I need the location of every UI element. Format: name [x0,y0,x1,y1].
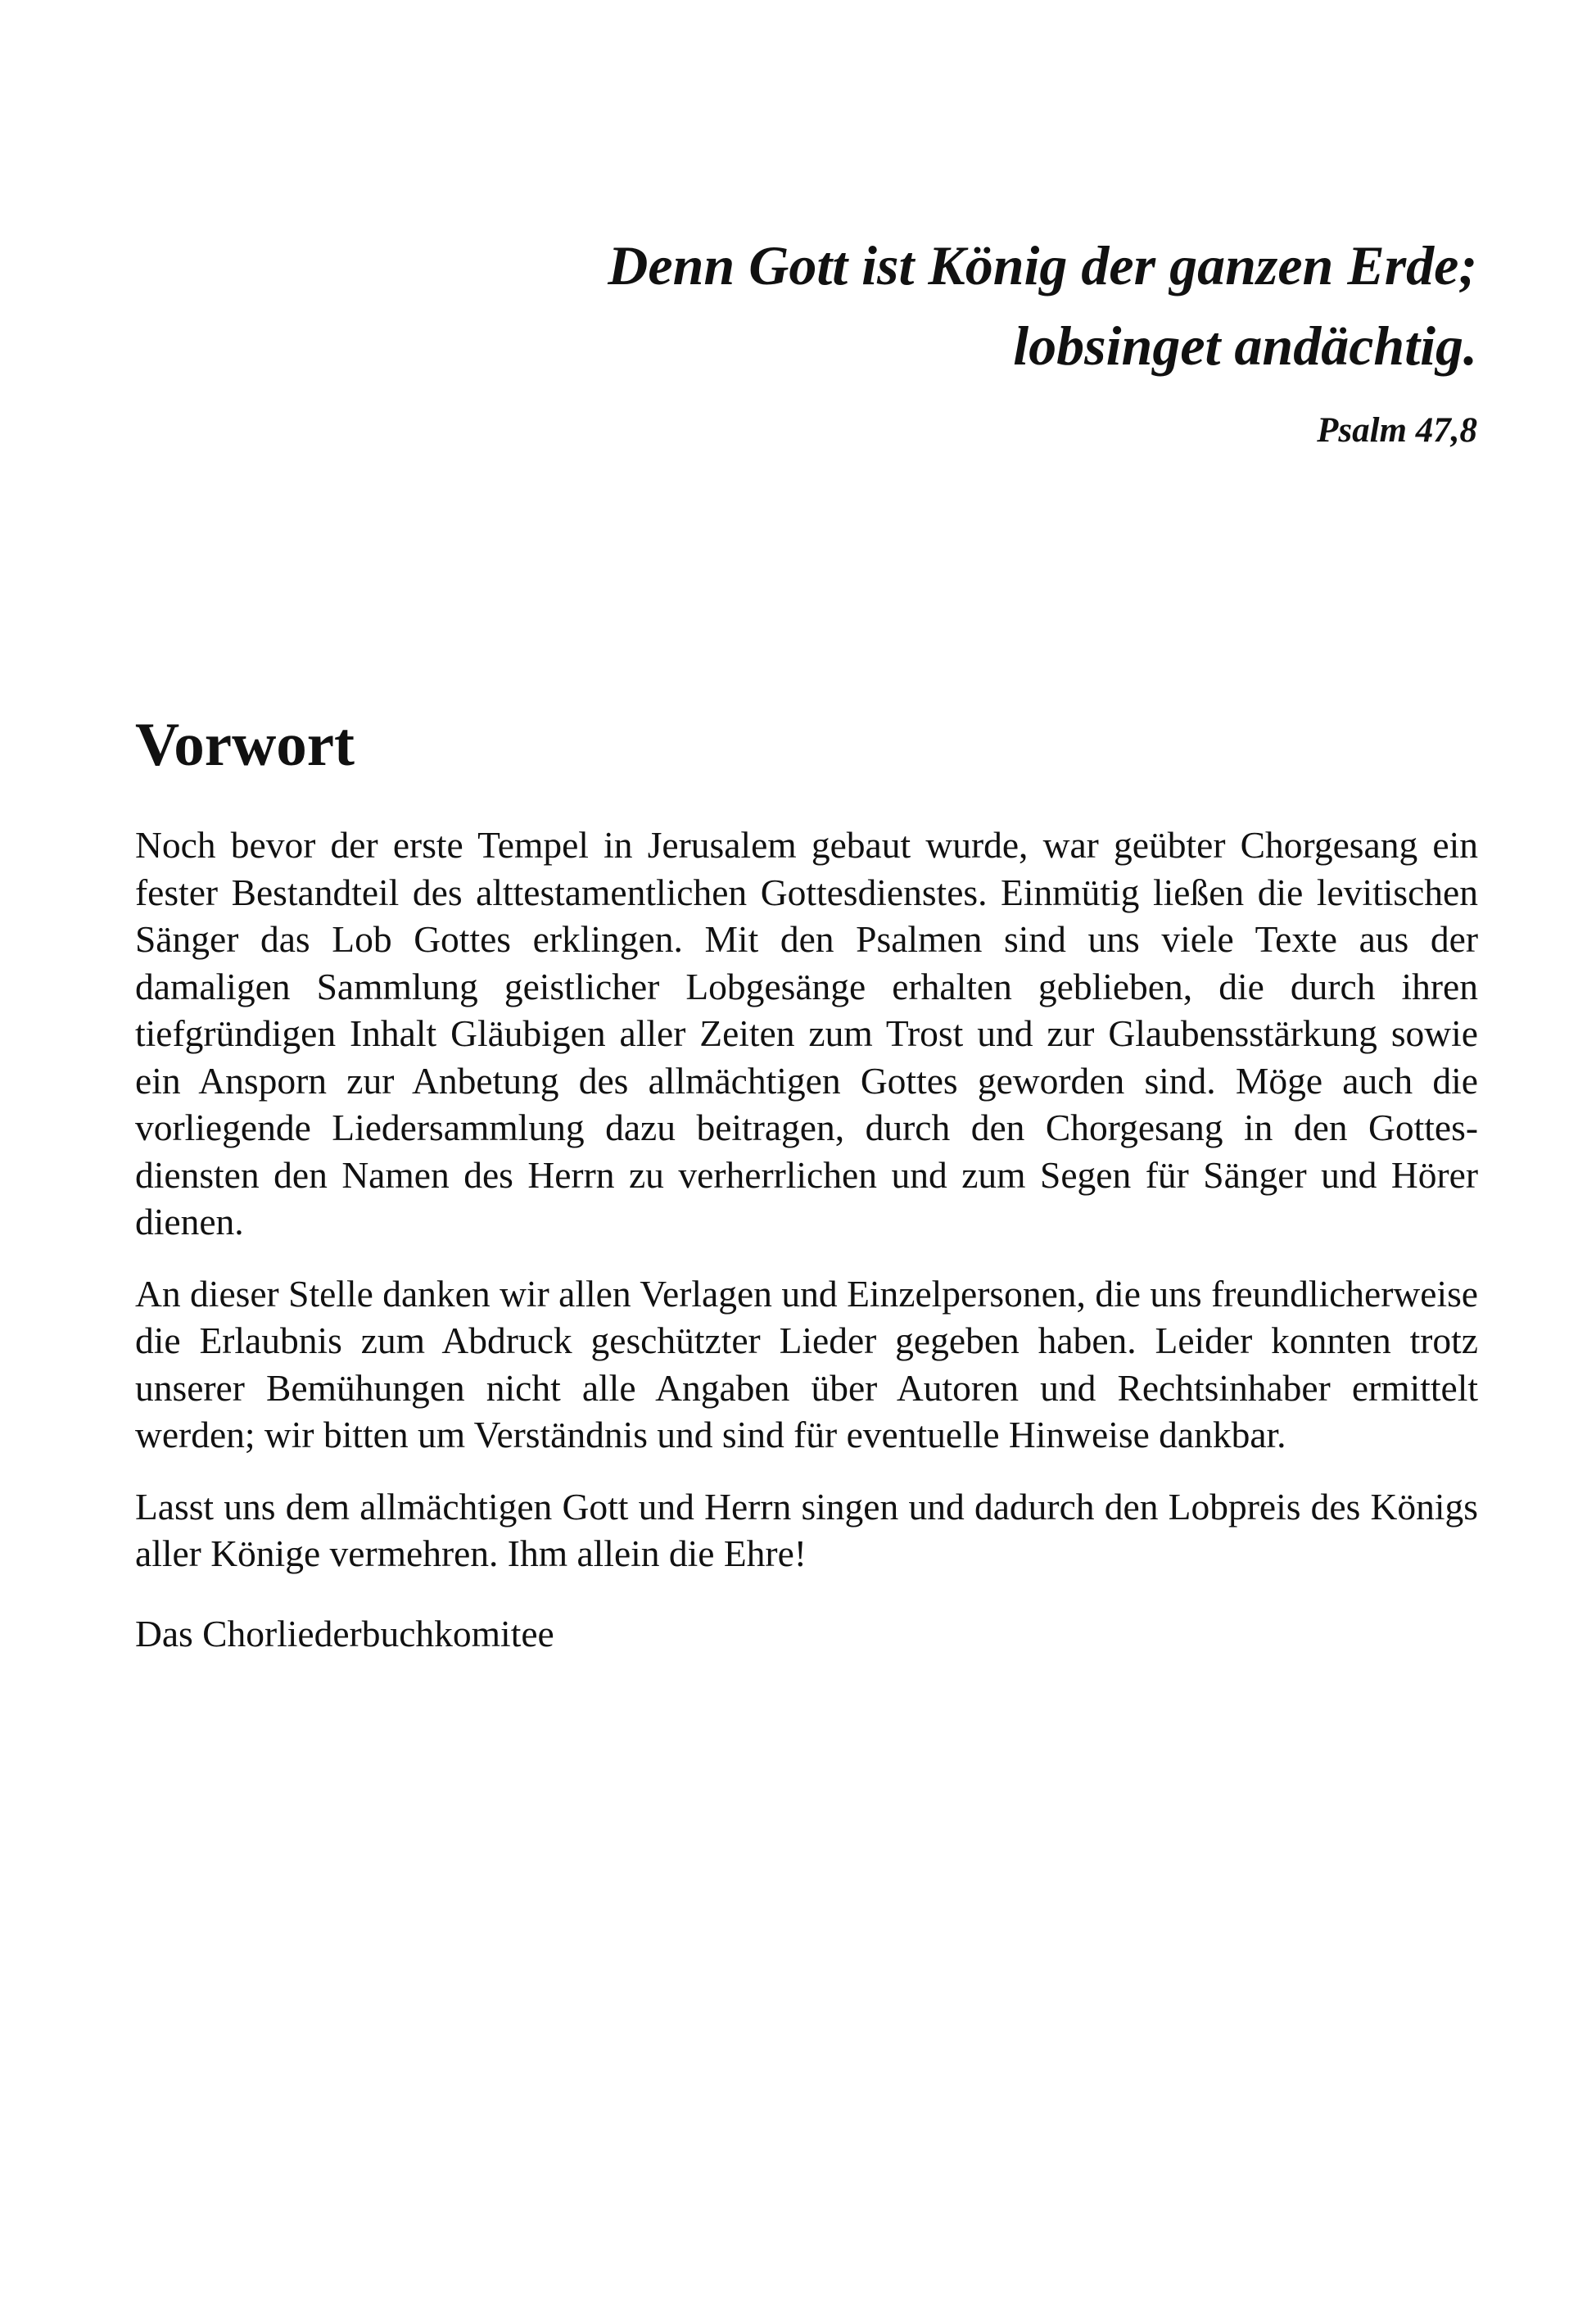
paragraph-3: Lasst uns dem allmächtigen Gott und Herrn singen und dadurch den Lobpreis des Königs aller Könige vermehren. Ihm allein die Ehre! [135,1485,1478,1574]
epigraph-line-2: lobsinget andächtig. [1013,315,1477,377]
paragraph-1: Noch bevor der erste Tempel in Jerusalem gebaut wurde, war geübter Chorgesang ein fester Bestandteil des alttestamentlichen Gottesdienstes. Einmütig ließen die levitischen Sänger das Lob Gottes erklingen. Mit den Psalmen sind uns viele Texte aus der damaligen Sammlung geistlicher Lobgesänge erhalten geblieben, die durch ihren tiefgründigen Inhalt Gläubigen aller Zeiten zum Trost und zur Glaubensstärkung sowie ein Ansporn zur Anbetung des allmächtigen Gottes geworden sind. Möge auch die vorliegende Liedersammlung dazu beitragen, durch den Chorgesang in den Gottesdiensten den Namen des Herrn zu verherrlichen und zum Segen für Sänger und Hörer dienen. [135,824,1478,1242]
signature: Das Chorliederbuchkomitee [135,1612,554,1654]
epigraph-reference: Psalm 47,8 [1317,411,1477,450]
epigraph-line-1: Denn Gott ist König der ganzen Erde; [608,234,1477,296]
preface-section [135,708,1478,1657]
epigraph [413,225,1477,450]
paragraph-2: An dieser Stelle danken wir allen Verlagen und Einzelpersonen, die uns freundlicherweise die Erlaubnis zum Abdruck geschützter Lieder gegeben haben. Leider konnten trotz unserer Bemühungen nicht alle Angaben über Autoren und Rechtsinhaber ermittelt werden; wir bitten um Verständnis und sind für eventuelle Hinweise dankbar. [135,1272,1478,1455]
page-title: Vorwort [135,711,355,779]
